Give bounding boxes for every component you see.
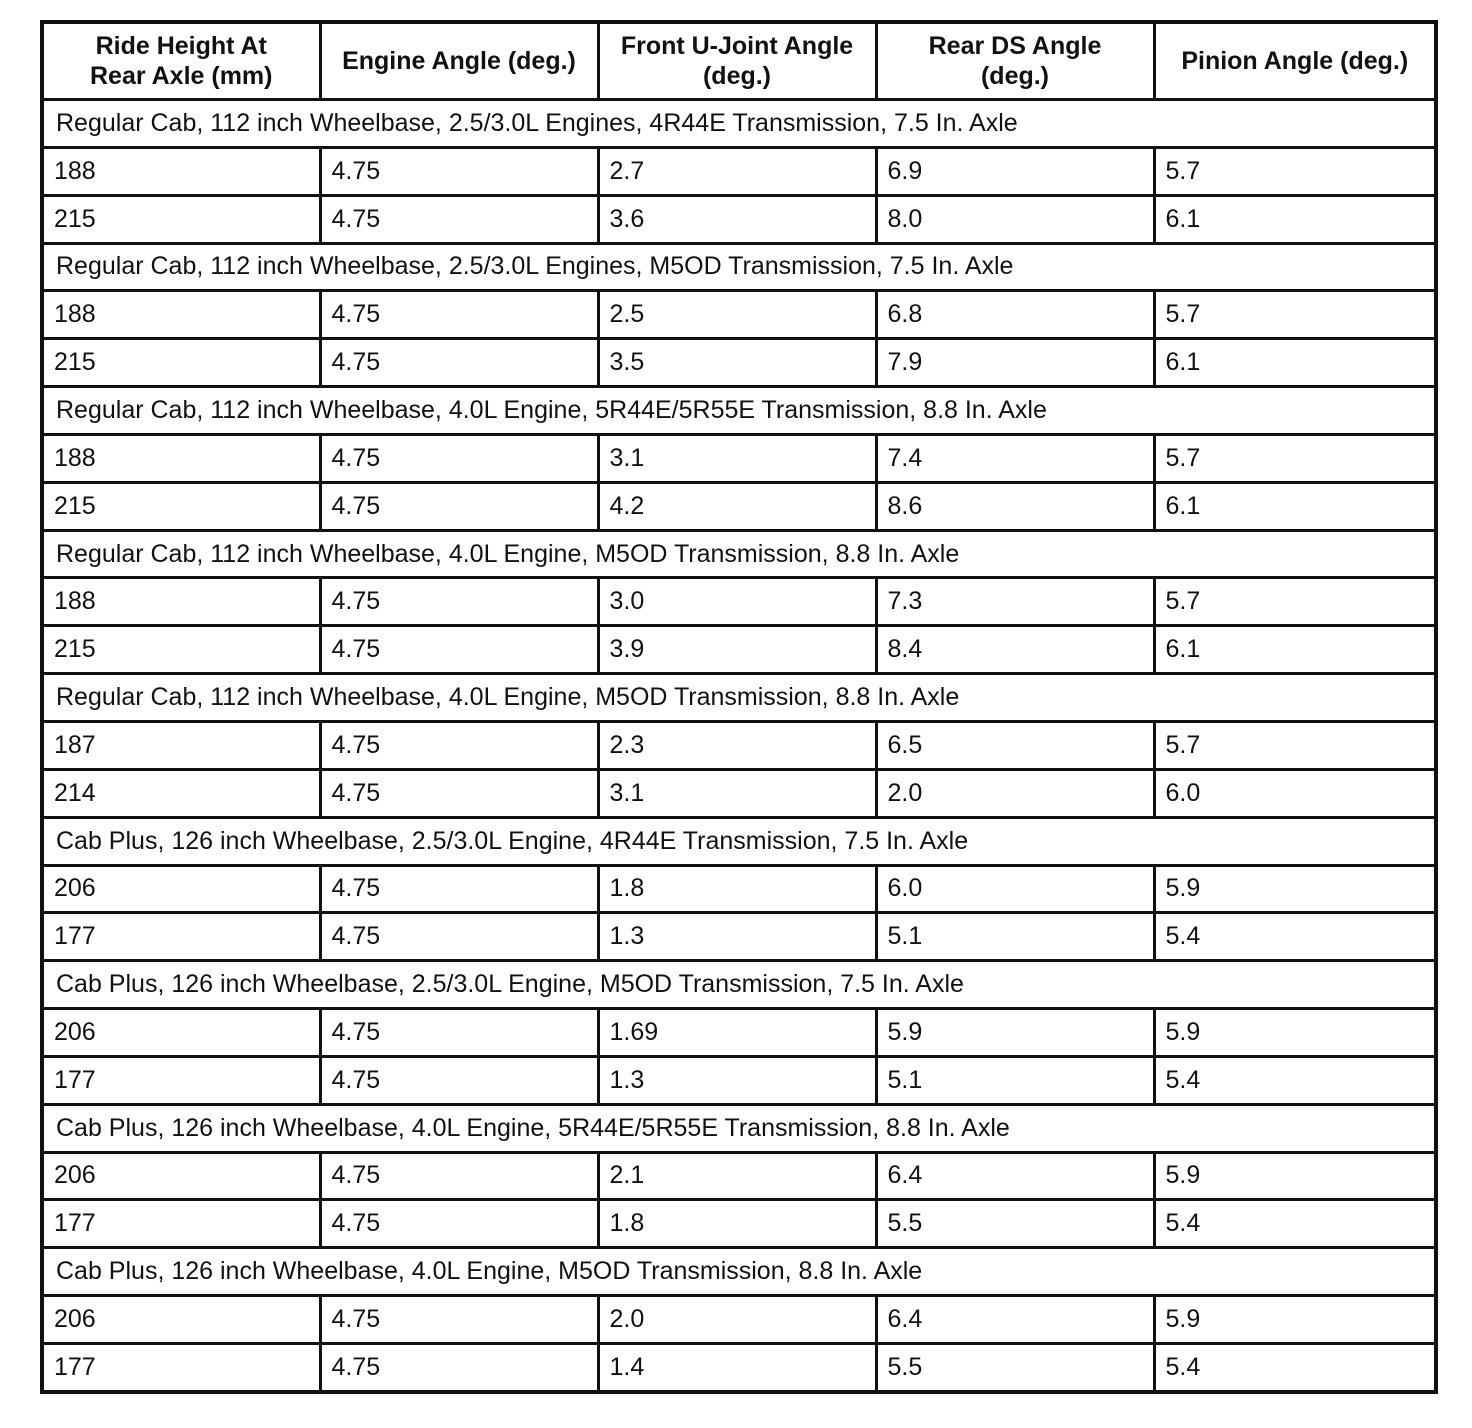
engine-angle-cell: 4.75: [320, 769, 598, 817]
front-ujoint-angle-cell: 3.6: [598, 195, 876, 243]
table-row: [42, 1343, 1436, 1392]
ride-height-cell: 215: [42, 195, 320, 243]
header-label-line1: Front U-Joint Angle: [620, 32, 854, 60]
front-ujoint-angle-cell: 1.69: [598, 1009, 876, 1057]
engine-angle-cell: 4.75: [320, 434, 598, 482]
table-row: [42, 1296, 1436, 1344]
ride-height-cell: 177: [42, 1056, 320, 1104]
header-label-line1: Engine Angle (deg.): [342, 47, 576, 75]
ride-height-cell: 177: [42, 913, 320, 961]
ride-height-cell: 188: [42, 291, 320, 339]
front-ujoint-angle-cell: 2.5: [598, 291, 876, 339]
table-body: [42, 100, 1436, 1393]
rear-ds-angle-cell: 5.5: [876, 1200, 1154, 1248]
front-ujoint-angle-cell: 1.8: [598, 1200, 876, 1248]
rear-ds-angle-cell: 7.9: [876, 339, 1154, 387]
header-label-line2: Rear Axle (mm): [90, 62, 273, 90]
table-row: [42, 482, 1436, 530]
table-row: [42, 578, 1436, 626]
ride-height-cell: 177: [42, 1200, 320, 1248]
front-ujoint-angle-cell: 3.9: [598, 626, 876, 674]
header-rear-ds-angle: [876, 22, 1154, 100]
pinion-angle-cell: 6.1: [1154, 626, 1436, 674]
front-ujoint-angle-cell: 1.3: [598, 1056, 876, 1104]
pinion-angle-cell: 5.9: [1154, 865, 1436, 913]
header-label-line2: (deg.): [980, 62, 1050, 90]
pinion-angle-cell: 5.7: [1154, 578, 1436, 626]
pinion-angle-cell: 5.4: [1154, 1200, 1436, 1248]
config-group-row: [42, 387, 1436, 435]
config-group-title: Cab Plus, 126 inch Wheelbase, 2.5/3.0L Engine, 4R44E Transmission, 7.5 In. Axle: [42, 817, 1436, 865]
engine-angle-cell: 4.75: [320, 1200, 598, 1248]
front-ujoint-angle-cell: 2.1: [598, 1152, 876, 1200]
ride-height-cell: 187: [42, 721, 320, 769]
config-group-title: Cab Plus, 126 inch Wheelbase, 4.0L Engine, M5OD Transmission, 8.8 In. Axle: [42, 1248, 1436, 1296]
pinion-angle-cell: 6.1: [1154, 195, 1436, 243]
engine-angle-cell: 4.75: [320, 913, 598, 961]
pinion-angle-cell: 5.7: [1154, 291, 1436, 339]
ride-height-cell: 215: [42, 626, 320, 674]
table-row: [42, 1200, 1436, 1248]
engine-angle-cell: 4.75: [320, 147, 598, 195]
pinion-angle-cell: 5.9: [1154, 1152, 1436, 1200]
rear-ds-angle-cell: 7.3: [876, 578, 1154, 626]
driveshaft-angle-table: [40, 20, 1438, 1394]
front-ujoint-angle-cell: 3.5: [598, 339, 876, 387]
config-group-row: [42, 817, 1436, 865]
table-row: [42, 1056, 1436, 1104]
front-ujoint-angle-cell: 4.2: [598, 482, 876, 530]
header-engine-angle: [320, 22, 598, 100]
pinion-angle-cell: 5.4: [1154, 913, 1436, 961]
pinion-angle-cell: 6.1: [1154, 482, 1436, 530]
front-ujoint-angle-cell: 1.4: [598, 1343, 876, 1392]
engine-angle-cell: 4.75: [320, 1343, 598, 1392]
engine-angle-cell: 4.75: [320, 195, 598, 243]
ride-height-cell: 206: [42, 1296, 320, 1344]
front-ujoint-angle-cell: 2.3: [598, 721, 876, 769]
header-ride-height: [42, 22, 320, 100]
config-group-row: [42, 961, 1436, 1009]
rear-ds-angle-cell: 5.5: [876, 1343, 1154, 1392]
table-row: [42, 1152, 1436, 1200]
pinion-angle-cell: 5.7: [1154, 721, 1436, 769]
pinion-angle-cell: 5.9: [1154, 1296, 1436, 1344]
pinion-angle-cell: 5.7: [1154, 434, 1436, 482]
ride-height-cell: 214: [42, 769, 320, 817]
config-group-row: [42, 1248, 1436, 1296]
table-row: [42, 195, 1436, 243]
engine-angle-cell: 4.75: [320, 626, 598, 674]
header-label-line1: Ride Height At: [95, 32, 267, 60]
engine-angle-cell: 4.75: [320, 865, 598, 913]
front-ujoint-angle-cell: 3.1: [598, 434, 876, 482]
front-ujoint-angle-cell: 1.8: [598, 865, 876, 913]
header-pinion-angle: [1154, 22, 1436, 100]
front-ujoint-angle-cell: 2.0: [598, 1296, 876, 1344]
rear-ds-angle-cell: 2.0: [876, 769, 1154, 817]
ride-height-cell: 177: [42, 1343, 320, 1392]
rear-ds-angle-cell: 8.6: [876, 482, 1154, 530]
config-group-row: [42, 1104, 1436, 1152]
rear-ds-angle-cell: 5.9: [876, 1009, 1154, 1057]
config-group-row: [42, 530, 1436, 578]
header-label-line2: (deg.): [702, 62, 772, 90]
table-row: [42, 1009, 1436, 1057]
rear-ds-angle-cell: 6.4: [876, 1296, 1154, 1344]
pinion-angle-cell: 5.9: [1154, 1009, 1436, 1057]
front-ujoint-angle-cell: 3.1: [598, 769, 876, 817]
engine-angle-cell: 4.75: [320, 1296, 598, 1344]
table-row: [42, 865, 1436, 913]
rear-ds-angle-cell: 6.0: [876, 865, 1154, 913]
config-group-title: Regular Cab, 112 inch Wheelbase, 4.0L Engine, M5OD Transmission, 8.8 In. Axle: [42, 530, 1436, 578]
table-row: [42, 721, 1436, 769]
config-group-title: Regular Cab, 112 inch Wheelbase, 4.0L Engine, M5OD Transmission, 8.8 In. Axle: [42, 674, 1436, 722]
engine-angle-cell: 4.75: [320, 1056, 598, 1104]
ride-height-cell: 215: [42, 482, 320, 530]
rear-ds-angle-cell: 6.5: [876, 721, 1154, 769]
table-row: [42, 339, 1436, 387]
config-group-row: [42, 674, 1436, 722]
engine-angle-cell: 4.75: [320, 339, 598, 387]
rear-ds-angle-cell: 8.4: [876, 626, 1154, 674]
pinion-angle-cell: 5.4: [1154, 1056, 1436, 1104]
front-ujoint-angle-cell: 1.3: [598, 913, 876, 961]
front-ujoint-angle-cell: 2.7: [598, 147, 876, 195]
header-front-ujoint-angle: [598, 22, 876, 100]
header-row: [42, 22, 1436, 100]
pinion-angle-cell: 5.4: [1154, 1343, 1436, 1392]
rear-ds-angle-cell: 6.9: [876, 147, 1154, 195]
front-ujoint-angle-cell: 3.0: [598, 578, 876, 626]
config-group-title: Regular Cab, 112 inch Wheelbase, 2.5/3.0L Engines, 4R44E Transmission, 7.5 In. Axle: [42, 100, 1436, 148]
engine-angle-cell: 4.75: [320, 721, 598, 769]
table-row: [42, 626, 1436, 674]
engine-angle-cell: 4.75: [320, 1152, 598, 1200]
ride-height-cell: 215: [42, 339, 320, 387]
pinion-angle-cell: 5.7: [1154, 147, 1436, 195]
config-group-title: Cab Plus, 126 inch Wheelbase, 2.5/3.0L Engine, M5OD Transmission, 7.5 In. Axle: [42, 961, 1436, 1009]
rear-ds-angle-cell: 5.1: [876, 913, 1154, 961]
rear-ds-angle-cell: 6.4: [876, 1152, 1154, 1200]
rear-ds-angle-cell: 8.0: [876, 195, 1154, 243]
table-row: [42, 769, 1436, 817]
config-group-row: [42, 100, 1436, 148]
engine-angle-cell: 4.75: [320, 1009, 598, 1057]
engine-angle-cell: 4.75: [320, 291, 598, 339]
config-group-row: [42, 243, 1436, 291]
ride-height-cell: 188: [42, 434, 320, 482]
config-group-title: Regular Cab, 112 inch Wheelbase, 4.0L Engine, 5R44E/5R55E Transmission, 8.8 In. Axle: [42, 387, 1436, 435]
header-label-line1: Pinion Angle (deg.): [1181, 47, 1409, 75]
table-row: [42, 913, 1436, 961]
ride-height-cell: 188: [42, 147, 320, 195]
config-group-title: Regular Cab, 112 inch Wheelbase, 2.5/3.0L Engines, M5OD Transmission, 7.5 In. Axle: [42, 243, 1436, 291]
table-row: [42, 434, 1436, 482]
pinion-angle-cell: 6.1: [1154, 339, 1436, 387]
header-label-line1: Rear DS Angle: [928, 32, 1102, 60]
engine-angle-cell: 4.75: [320, 482, 598, 530]
rear-ds-angle-cell: 6.8: [876, 291, 1154, 339]
pinion-angle-cell: 6.0: [1154, 769, 1436, 817]
config-group-title: Cab Plus, 126 inch Wheelbase, 4.0L Engine, 5R44E/5R55E Transmission, 8.8 In. Axle: [42, 1104, 1436, 1152]
rear-ds-angle-cell: 5.1: [876, 1056, 1154, 1104]
engine-angle-cell: 4.75: [320, 578, 598, 626]
table-row: [42, 147, 1436, 195]
rear-ds-angle-cell: 7.4: [876, 434, 1154, 482]
table-row: [42, 291, 1436, 339]
ride-height-cell: 188: [42, 578, 320, 626]
ride-height-cell: 206: [42, 1009, 320, 1057]
ride-height-cell: 206: [42, 865, 320, 913]
ride-height-cell: 206: [42, 1152, 320, 1200]
